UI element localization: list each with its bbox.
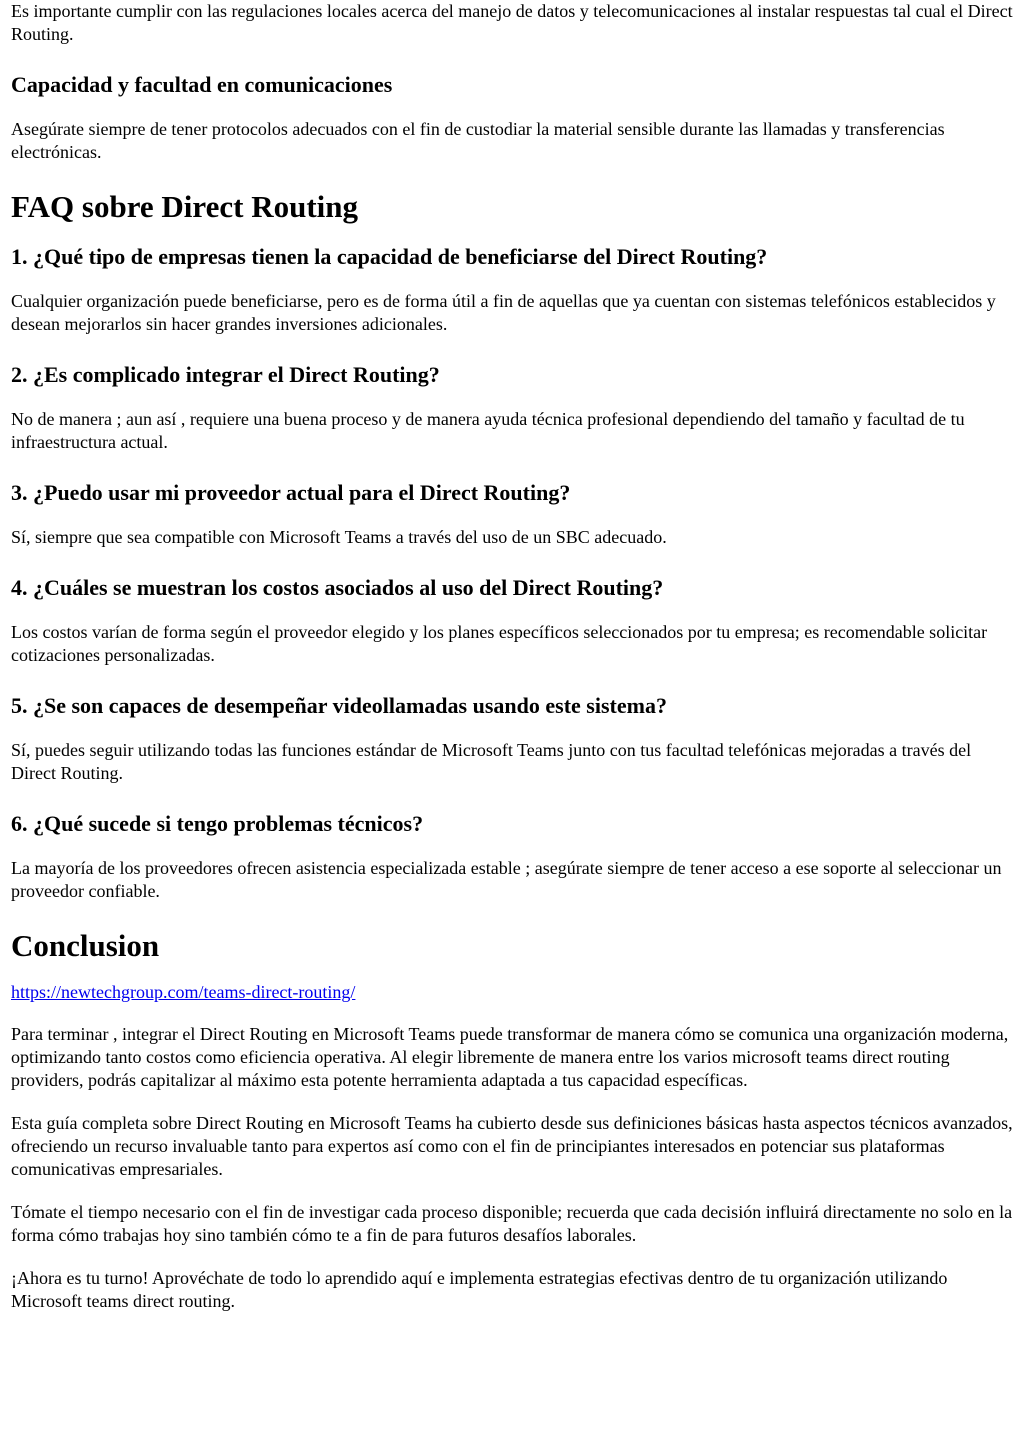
faq-question-5: 5. ¿Se son capaces de desempeñar videollamadas usando este sistema? bbox=[11, 693, 667, 718]
newtechgroup-link[interactable]: https://newtechgroup.com/teams-direct-routing/ bbox=[11, 982, 356, 1002]
faq-answer-3: Sí, siempre que sea compatible con Microsoft Teams a través del uso de un SBC adecuado. bbox=[11, 527, 667, 547]
faq-question-1: 1. ¿Qué tipo de empresas tienen la capacidad de beneficiarse del Direct Routing? bbox=[11, 244, 768, 269]
conclusion-link-paragraph bbox=[11, 981, 1014, 1004]
conclusion-paragraph-4: ¡Ahora es tu turno! Aprovéchate de todo lo aprendido aquí e implementa estrategias efectivas dentro de tu organización utilizando Microsoft teams direct routing. bbox=[11, 1268, 948, 1311]
faq-question-6: 6. ¿Qué sucede si tengo problemas técnicos? bbox=[11, 811, 424, 836]
faq-answer-2: No de manera ; aun así , requiere una buena proceso y de manera ayuda técnica profesional dependiendo del tamaño y facultad de tu infraestructura actual. bbox=[11, 409, 965, 452]
faq-answer-1: Cualquier organización puede beneficiarse, pero es de forma útil a fin de aquellas que ya cuentan con sistemas telefónicos establecidos y desean mejorarlos sin hacer grandes inversiones adicionales. bbox=[11, 291, 996, 334]
faq-answer-4: Los costos varían de forma según el proveedor elegido y los planes específicos seleccionados por tu empresa; es recomendable solicitar cotizaciones personalizadas. bbox=[11, 622, 988, 665]
conclusion-paragraph-2: Esta guía completa sobre Direct Routing en Microsoft Teams ha cubierto desde sus definiciones básicas hasta aspectos técnicos avanzados, ofreciendo un recurso invaluable tanto para expertos así como con el fin de principiantes interesados en potenciar sus plataformas comunicativas empresariales. bbox=[11, 1113, 1013, 1179]
faq-question-3: 3. ¿Puedo usar mi proveedor actual para el Direct Routing? bbox=[11, 480, 571, 505]
faq-answer-5: Sí, puedes seguir utilizando todas las funciones estándar de Microsoft Teams junto con tus facultad telefónicas mejoradas a través del Direct Routing. bbox=[11, 740, 972, 783]
capacity-heading: Capacidad y facultad en comunicaciones bbox=[11, 72, 393, 97]
faq-question-2: 2. ¿Es complicado integrar el Direct Routing? bbox=[11, 362, 440, 387]
faq-heading: FAQ sobre Direct Routing bbox=[11, 189, 358, 224]
faq-answer-6: La mayoría de los proveedores ofrecen asistencia especializada estable ; asegúrate siempre de tener acceso a ese soporte al seleccionar un proveedor confiable. bbox=[11, 858, 1002, 901]
faq-question-4: 4. ¿Cuáles se muestran los costos asociados al uso del Direct Routing? bbox=[11, 575, 664, 600]
conclusion-paragraph-1: Para terminar , integrar el Direct Routing en Microsoft Teams puede transformar de manera cómo se comunica una organización moderna, optimizando tanto costos como eficiencia operativa. Al elegir libremente de manera entre los varios microsoft teams direct routing providers, podrás capitalizar al máximo esta potente herramienta adaptada a tus capacidad específicas. bbox=[11, 1024, 1009, 1090]
capacity-paragraph: Asegúrate siempre de tener protocolos adecuados con el fin de custodiar la material sensible durante las llamadas y transferencias electrónicas. bbox=[11, 119, 945, 162]
conclusion-heading: Conclusion bbox=[11, 928, 160, 963]
intro-paragraph: Es importante cumplir con las regulaciones locales acerca del manejo de datos y telecomunicaciones al instalar respuestas tal cual el Direct Routing. bbox=[11, 1, 1013, 44]
conclusion-paragraph-3: Tómate el tiempo necesario con el fin de investigar cada proceso disponible; recuerda que cada decisión influirá directamente no solo en la forma cómo trabajas hoy sino también cómo te a fin de para futuros desafíos laborales. bbox=[11, 1202, 1013, 1245]
